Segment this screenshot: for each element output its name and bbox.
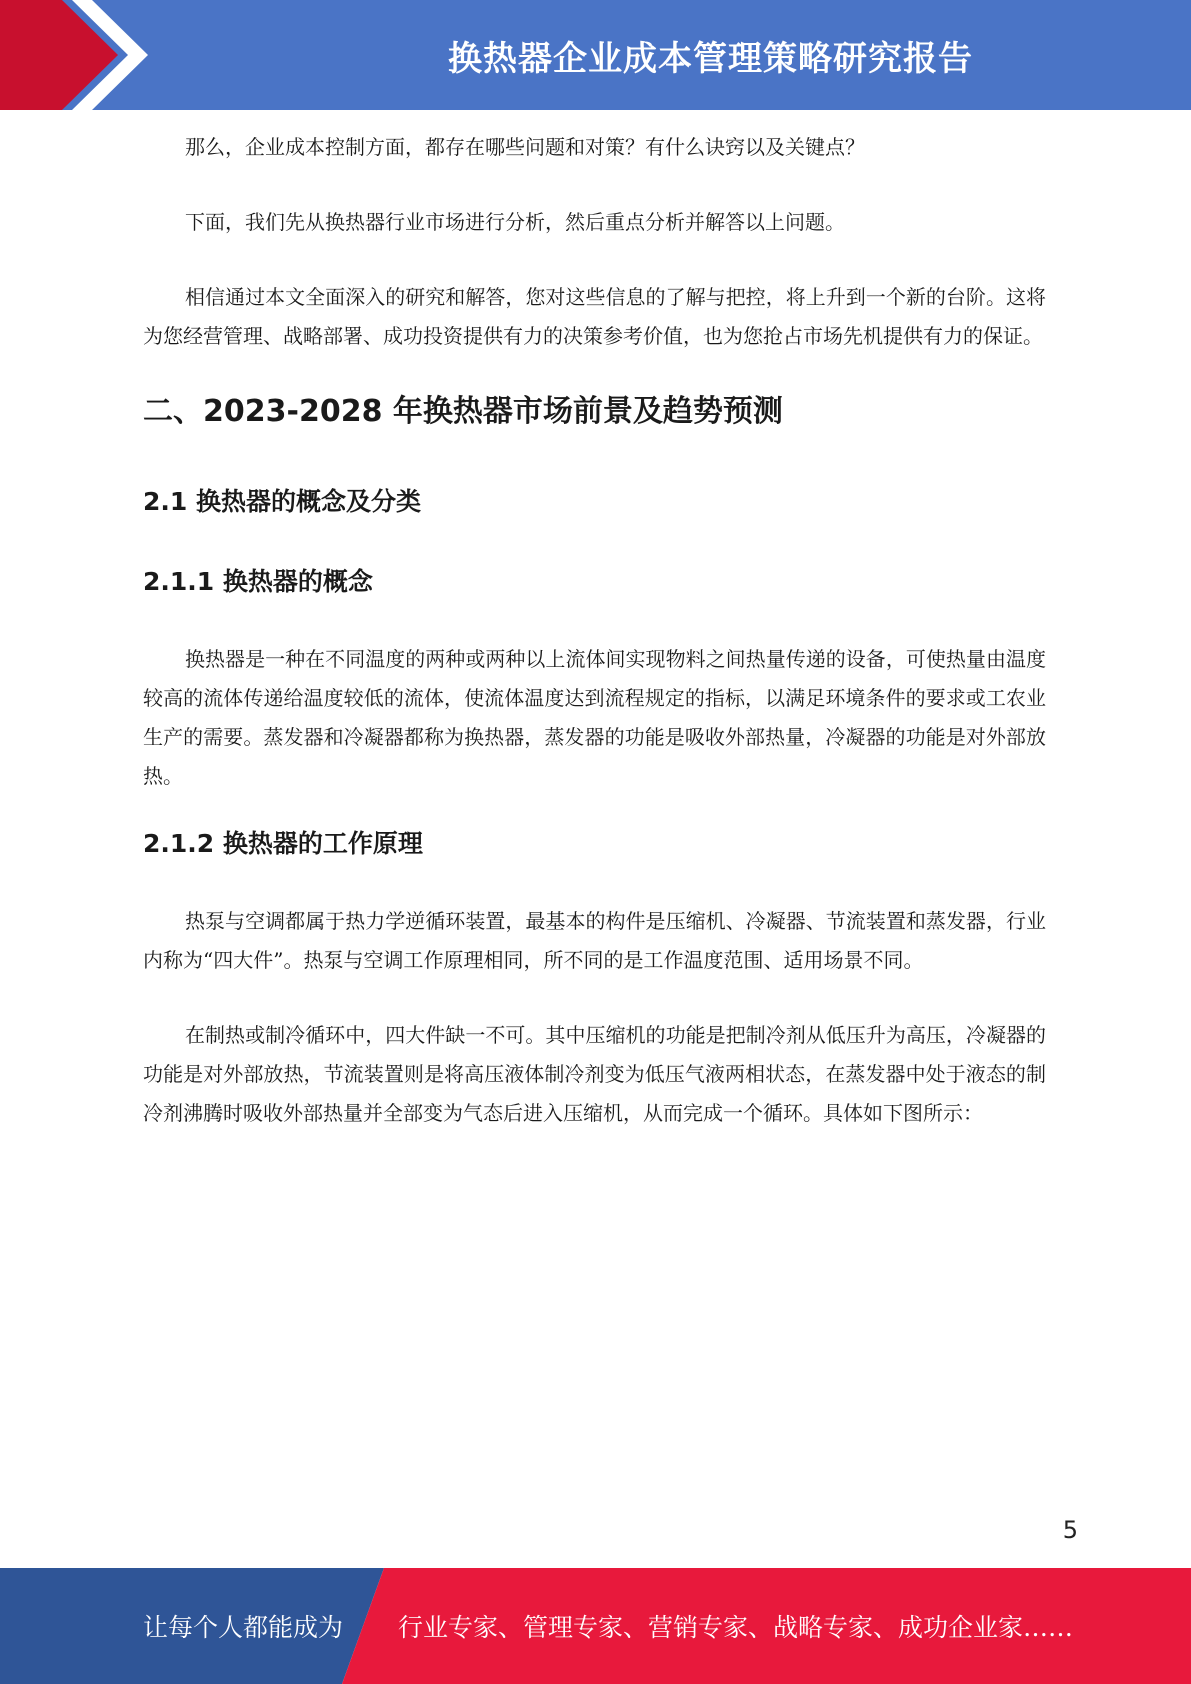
footer-slogan-right: 行业专家、管理专家、营销专家、战略专家、成功企业家…… [398, 1613, 1074, 1642]
page-number: 5 [1062, 1516, 1078, 1544]
section-heading-2: 二、2023-2028 年换热器市场前景及趋势预测 [143, 394, 783, 429]
report-title: 换热器企业成本管理策略研究报告 [448, 38, 973, 79]
paragraph-intro-question: 那么，企业成本控制方面，都存在哪些问题和对策？有什么诀窍以及关键点？ [185, 135, 865, 159]
footer-slogan-left: 让每个人都能成为 [143, 1613, 344, 1642]
page-header [0, 0, 1191, 110]
paragraph-intro-plan: 下面，我们先从换热器行业市场进行分析，然后重点分析并解答以上问题。 [185, 210, 845, 234]
subsection-heading-2-1-1: 2.1.1 换热器的概念 [143, 567, 373, 596]
paragraph-concept: 换热器是一种在不同温度的两种或两种以上流体间实现物料之间热量传递的设备，可使热量由温度较高的流体传递给温度较低的流体，使流体温度达到流程规定的指标，以满足环境条件的要求或工农业生产的需要。蒸发器和冷凝器都称为换热器，蒸发器的功能是吸收外部热量，冷凝器的功能是对外部放热。 [143, 647, 1046, 788]
subsection-heading-2-1: 2.1 换热器的概念及分类 [143, 487, 421, 516]
document-body [143, 128, 1046, 1169]
page-footer [0, 1568, 1191, 1684]
paragraph-principle-2: 在制热或制冷循环中，四大件缺一不可。其中压缩机的功能是把制冷剂从低压升为高压，冷凝器的功能是对外部放热，节流装置则是将高压液体制冷剂变为低压气液两相状态，在蒸发器中处于液态的制冷剂沸腾时吸收外部热量并全部变为气态后进入压缩机，从而完成一个循环。具体如下图所示： [143, 1023, 1046, 1125]
paragraph-intro-value: 相信通过本文全面深入的研究和解答，您对这些信息的了解与把控，将上升到一个新的台阶。这将为您经营管理、战略部署、成功投资提供有力的决策参考价值，也为您抢占市场先机提供有力的保证。 [143, 285, 1046, 348]
header-arrow-decoration [0, 0, 160, 110]
subsection-heading-2-1-2: 2.1.2 换热器的工作原理 [143, 829, 423, 858]
paragraph-principle-1: 热泵与空调都属于热力学逆循环装置，最基本的构件是压缩机、冷凝器、节流装置和蒸发器，行业内称为“四大件”。热泵与空调工作原理相同，所不同的是工作温度范围、适用场景不同。 [143, 909, 1046, 972]
